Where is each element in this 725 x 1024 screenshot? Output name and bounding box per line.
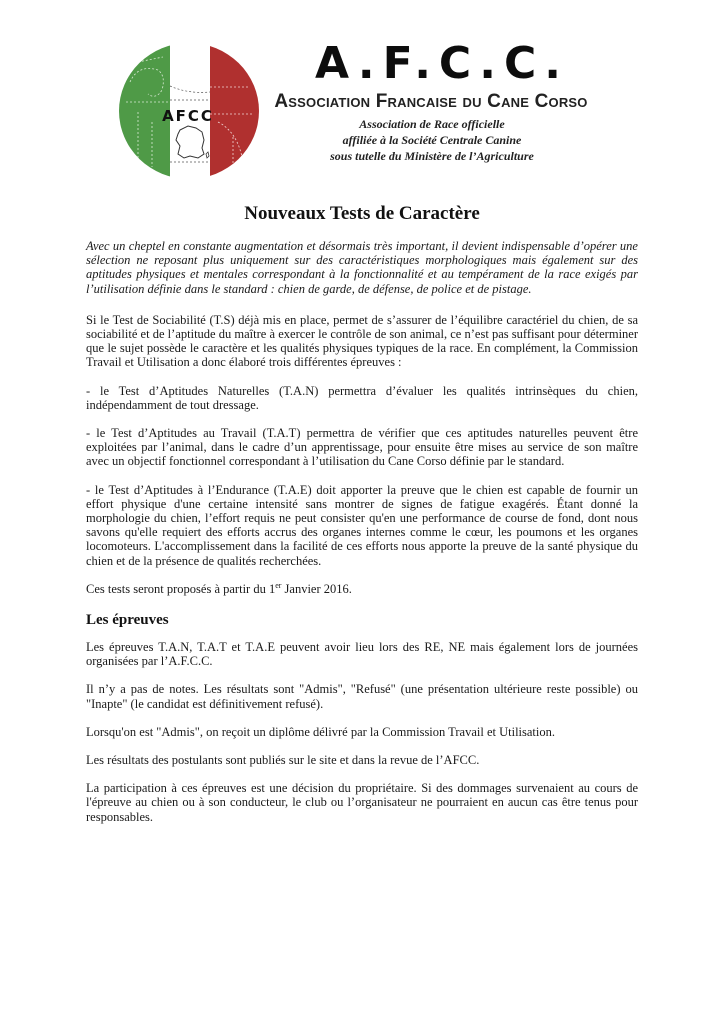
paragraph-tan: - le Test d’Aptitudes Naturelles (T.A.N) permettra d’évaluer les qualités intrinsèques du chien, indépendamment de tout dressage.	[86, 383, 638, 412]
paragraph-tae: - le Test d’Aptitudes à l’Endurance (T.A.E) doit apporter la preuve que le chien est capable de fournir un effort physique d'une certaine intensité sans montrer de signes de fatigue exagérés. Étant donné la morphologie du chien, l’effort requis ne peut consister qu'en une performance de course de fond, dont nous savons qu'elle requiert des efforts accrus des organes internes comme le cœur, les poumons et les organes locomoteurs. L'accomplissement dans la facilité de ces efforts nous apporte la preuve de la santé physique du chien et de la présence de qualités recherchées.	[86, 482, 638, 568]
section-heading: Les épreuves	[86, 612, 169, 629]
subtitle-line: Association de Race officielle	[359, 117, 505, 131]
paragraph-tat: - le Test d’Aptitudes au Travail (T.A.T) permettra de vérifier que ces aptitudes naturelles peuvent être exploitées par l’animal, dans le cadre d’un apprentissage, pour ensuite être mises au service de son maître avec un objectif fonctionnel correspondant à l’utilisation du Cane Corso définie par le standard.	[86, 426, 638, 469]
start-date-superscript: er	[275, 580, 282, 590]
paragraph-sociability-test: Si le Test de Sociabilité (T.S) déjà mis en place, permet de s’assurer de l’équilibre caractériel du chien, de sa sociabilité et de l’aptitude du maître à exercer le contrôle de son animal, ce n’est pas suffisant pour déterminer que le sujet possède le caractère et les qualités physiques typiques de la race. En complément, la Commission Travail et Utilisation a donc élaboré trois différentes épreuves :	[86, 312, 638, 370]
brand-block	[262, 40, 602, 164]
paragraph-events: Les épreuves T.A.N, T.A.T et T.A.E peuvent avoir lieu lors des RE, NE mais également lors de journées organisées par l’A.F.C.C.	[86, 640, 638, 669]
paragraph-results: Il n’y a pas de notes. Les résultats sont "Admis", "Refusé" (une présentation ultérieure reste possible) ou "Inapte" (le candidat est définitivement refusé).	[86, 682, 638, 711]
intro-paragraph: Avec un cheptel en constante augmentation et désormais très important, il devient indispensable d’opérer une sélection ne reposant plus uniquement sur des caractéristiques morphologiques mais également sur des aptitudes physiques et mentales correspondant à la fonctionnalité et au tempérament de la race exigés par l’utilisation définie dans le standard : chien de garde, de défense, de police et de pistage.	[86, 239, 638, 296]
paragraph-publication: Les résultats des postulants sont publiés sur le site et dans la revue de l’AFCC.	[86, 753, 480, 768]
logo-emblem-icon	[118, 42, 260, 180]
brand-name: Association Francaise du Cane Corso	[274, 91, 588, 112]
paragraph-liability: La participation à ces épreuves est une décision du propriétaire. Si des dommages survenaient au cours de l'épreuve au chien ou à son conducteur, le club ou l’organisateur ne pourraient en aucun cas être tenus pour responsables.	[86, 781, 638, 824]
paragraph-diploma: Lorsqu'on est "Admis", on reçoit un diplôme délivré par la Commission Travail et Utilisation.	[86, 724, 556, 739]
paragraph-start-date	[86, 582, 638, 596]
flag-red-band	[210, 42, 260, 180]
brand-acronym: A.F.C.C.	[315, 38, 569, 89]
subtitle-line: affiliée à la Société Centrale Canine	[342, 133, 522, 147]
letterhead	[0, 0, 725, 185]
france-map-icon	[176, 126, 204, 158]
document-title: Nouveaux Tests de Caractère	[244, 203, 480, 224]
document-body	[86, 200, 638, 838]
start-date-text: Ces tests seront proposés à partir du 1	[86, 581, 276, 596]
logo-text: AFCC	[162, 107, 214, 125]
afcc-logo	[118, 42, 260, 180]
brand-subtitle	[262, 116, 602, 164]
start-date-text-end: Janvier 2016.	[281, 581, 352, 596]
subtitle-line: sous tutelle du Ministère de l’Agriculture	[330, 149, 534, 163]
